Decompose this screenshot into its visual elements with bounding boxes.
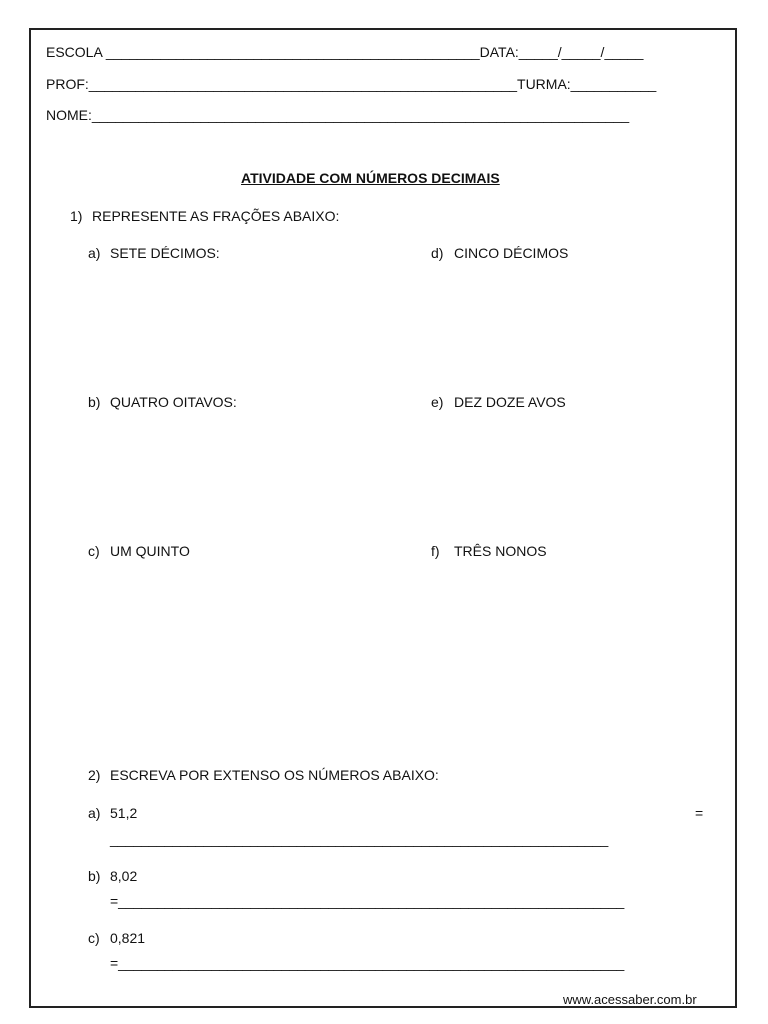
q2-item-a-answer-line: ________________________________________________________________: [110, 831, 609, 847]
q2-item-a-equals: =: [695, 805, 704, 821]
q1-item-e-letter: e): [431, 394, 444, 410]
q2-item-c-letter: c): [88, 930, 100, 946]
q2-item-a-letter: a): [88, 805, 101, 821]
q1-number: 1): [70, 208, 83, 224]
q2-item-a-value: 51,2: [110, 805, 138, 821]
q2-item-c-answer-line: =_________________________________________________________________: [110, 955, 625, 971]
q1-prompt: REPRESENTE AS FRAÇÕES ABAIXO:: [92, 208, 340, 224]
q1-item-a-text: SETE DÉCIMOS:: [110, 245, 220, 261]
q1-item-e-text: DEZ DOZE AVOS: [454, 394, 566, 410]
q1-item-a-letter: a): [88, 245, 101, 261]
q1-item-b-text: QUATRO OITAVOS:: [110, 394, 237, 410]
page-title: ATIVIDADE COM NÚMEROS DECIMAIS: [241, 170, 500, 186]
q2-prompt: ESCREVA POR EXTENSO OS NÚMEROS ABAIXO:: [110, 767, 439, 783]
q2-item-b-value: 8,02: [110, 868, 138, 884]
q1-item-c-text: UM QUINTO: [110, 543, 190, 559]
q2-item-b-answer-line: =_________________________________________________________________: [110, 893, 625, 909]
q2-item-b-letter: b): [88, 868, 101, 884]
q2-number: 2): [88, 767, 101, 783]
header-prof-line: PROF:_______________________________________________________TURMA:___________: [46, 76, 657, 92]
header-nome-line: NOME:_____________________________________________________________________: [46, 107, 630, 123]
q1-item-d-letter: d): [431, 245, 444, 261]
q1-item-f-text: TRÊS NONOS: [454, 543, 547, 559]
q1-item-c-letter: c): [88, 543, 100, 559]
q1-item-d-text: CINCO DÉCIMOS: [454, 245, 569, 261]
q1-item-b-letter: b): [88, 394, 101, 410]
header-escola-line: ESCOLA ________________________________________________DATA:_____/_____/_____: [46, 44, 644, 60]
q2-item-c-value: 0,821: [110, 930, 146, 946]
q1-item-f-letter: f): [431, 543, 440, 559]
footer-website: www.acessaber.com.br: [563, 992, 697, 1007]
